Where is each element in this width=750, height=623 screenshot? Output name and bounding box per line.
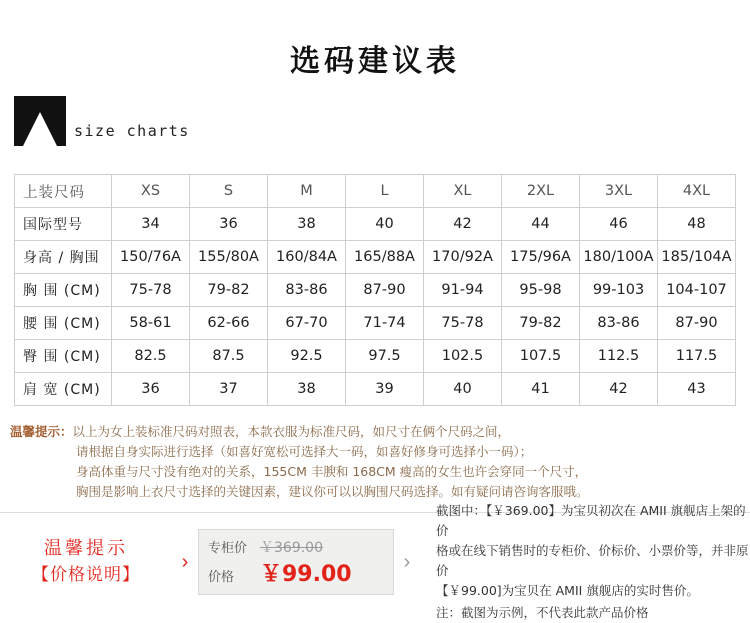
table-cell: 104-107 (658, 274, 736, 307)
table-cell: 38 (268, 208, 346, 241)
table-cell: 112.5 (580, 340, 658, 373)
note-line: 请根据自身实际进行选择（如喜好宽松可选择大一码，如喜好修身可选择小一码）； (76, 444, 533, 459)
row-label: 国际型号 (15, 208, 112, 241)
explain-line: 【￥99.00]为宝贝在 AMII 旗舰店的实时售价。 (436, 583, 699, 598)
page-title: 选码建议表 (290, 44, 460, 79)
column-header: S (190, 175, 268, 208)
table-cell: 37 (190, 373, 268, 406)
triangle-logo-icon (14, 96, 66, 146)
chevron-right-icon-secondary: › (403, 550, 411, 573)
size-notes (10, 422, 750, 502)
price-tip-title: 温馨提示 (44, 538, 128, 559)
column-header: L (346, 175, 424, 208)
table-cell: 87.5 (190, 340, 268, 373)
table-header-row (15, 175, 736, 208)
brand-logo (14, 94, 750, 146)
table-cell: 83-86 (268, 274, 346, 307)
price-explanation-text (436, 501, 750, 623)
table-cell: 58-61 (112, 307, 190, 340)
column-header: M (268, 175, 346, 208)
price-tip-subtitle: 【价格说明】 (32, 565, 140, 585)
table-row (15, 241, 736, 274)
table-cell: 97.5 (346, 340, 424, 373)
note-line (10, 422, 750, 442)
column-header: XS (112, 175, 190, 208)
counter-price-row (199, 537, 393, 557)
column-header: 2XL (502, 175, 580, 208)
row-label: 肩 宽 (CM) (15, 373, 112, 406)
row-label: 胸 围 (CM) (15, 274, 112, 307)
table-cell: 39 (346, 373, 424, 406)
table-cell: 92.5 (268, 340, 346, 373)
table-cell: 36 (190, 208, 268, 241)
table-cell: 87-90 (346, 274, 424, 307)
table-cell: 102.5 (424, 340, 502, 373)
table-cell: 42 (580, 373, 658, 406)
column-header: 4XL (658, 175, 736, 208)
note-line: 身高体重与尺寸没有绝对的关系，155CM 丰腴和 168CM 瘦高的女生也许会穿同一个尺寸， (76, 464, 588, 479)
price-tip-block (0, 536, 172, 588)
note-text: 以上为女上装标准尺码对照表，本款衣服为标准尺码，如尺寸在俩个尺码之间， (72, 424, 511, 439)
row-label: 身高 / 胸围 (15, 241, 112, 274)
table-cell: 175/96A (502, 241, 580, 274)
table-cell: 43 (658, 373, 736, 406)
table-cell: 40 (424, 373, 502, 406)
logo-label: size charts (74, 122, 190, 140)
table-cell: 117.5 (658, 340, 736, 373)
table-cell: 44 (502, 208, 580, 241)
table-cell: 34 (112, 208, 190, 241)
table-row (15, 307, 736, 340)
table-cell: 91-94 (424, 274, 502, 307)
table-cell: 180/100A (580, 241, 658, 274)
table-cell: 42 (424, 208, 502, 241)
table-cell: 41 (502, 373, 580, 406)
price-explanation-panel (0, 503, 750, 620)
table-cell: 150/76A (112, 241, 190, 274)
explain-line: 截图中：【￥369.00】为宝贝初次在 AMII 旗舰店上架的价 (436, 503, 746, 538)
current-price-row (199, 557, 393, 588)
table-cell: 160/84A (268, 241, 346, 274)
table-cell: 75-78 (424, 307, 502, 340)
table-cell: 87-90 (658, 307, 736, 340)
counter-price-label: 专柜价 (208, 541, 248, 556)
table-cell: 99-103 (580, 274, 658, 307)
table-row (15, 208, 736, 241)
table-cell: 185/104A (658, 241, 736, 274)
table-cell: 170/92A (424, 241, 502, 274)
price-sample-card (198, 529, 394, 595)
column-header: 3XL (580, 175, 658, 208)
table-row (15, 373, 736, 406)
table-cell: 165/88A (346, 241, 424, 274)
table-cell: 79-82 (502, 307, 580, 340)
table-cell: 62-66 (190, 307, 268, 340)
table-cell: 75-78 (112, 274, 190, 307)
size-chart-table (14, 174, 736, 406)
row-label: 臀 围 (CM) (15, 340, 112, 373)
table-cell: 82.5 (112, 340, 190, 373)
explain-note: 注：截图为示例，不代表此款产品价格 (436, 605, 649, 620)
table-cell: 107.5 (502, 340, 580, 373)
explain-line: 格或在线下销售时的专柜价、价标价、小票价等，并非原价 (436, 543, 749, 578)
table-cell: 95-98 (502, 274, 580, 307)
table-cell: 40 (346, 208, 424, 241)
current-price-label: 价格 (208, 570, 235, 585)
table-cell: 38 (268, 373, 346, 406)
column-header: XL (424, 175, 502, 208)
table-cell: 155/80A (190, 241, 268, 274)
table-cell: 79-82 (190, 274, 268, 307)
row-label: 腰 围 (CM) (15, 307, 112, 340)
chevron-right-icon: › (181, 550, 189, 573)
table-cell: 71-74 (346, 307, 424, 340)
note-label: 温馨提示： (10, 424, 73, 439)
table-row (15, 274, 736, 307)
table-cell: 36 (112, 373, 190, 406)
table-cell: 83-86 (580, 307, 658, 340)
counter-price-value: ￥369.00 (260, 540, 323, 556)
table-row (15, 340, 736, 373)
note-line: 胸围是影响上衣尺寸选择的关键因素，建议你可以以胸围尺码选择。如有疑问请咨询客服哦。 (76, 484, 589, 499)
table-cell: 48 (658, 208, 736, 241)
column-header: 上装尺码 (15, 175, 112, 208)
table-cell: 46 (580, 208, 658, 241)
table-cell: 67-70 (268, 307, 346, 340)
current-price-value: ￥99.00 (260, 562, 352, 587)
